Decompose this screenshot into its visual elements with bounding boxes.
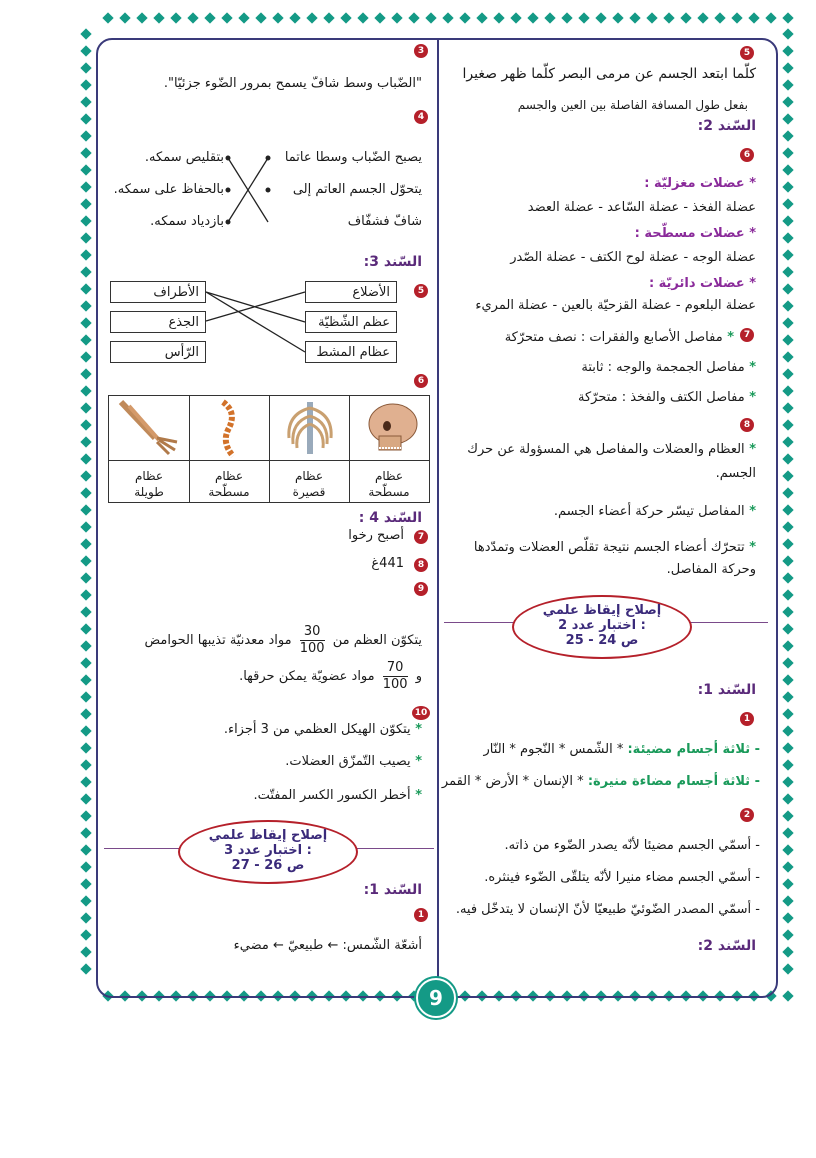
answer-text: الجسم.	[715, 466, 756, 481]
answer-text: بفعل طول المسافة الفاصلة بين العين والجسم	[517, 98, 748, 112]
match-item-right: يتحوّل الجسم العاتم إلى	[292, 182, 422, 197]
joint-item: * مفاصل الكتف والفخذ : متحرّكة	[577, 390, 756, 405]
bone-type-caption	[189, 468, 269, 500]
caption-line: قصيرة	[292, 485, 326, 499]
section-heading: السّند 2:	[697, 118, 756, 134]
question-number: 1	[740, 712, 754, 726]
bone-name-box: الأضلاع	[305, 281, 397, 303]
muscle-list: عضلة الفخذ - عضلة السّاعد - عضلة العضد	[527, 200, 756, 215]
question-number: 7	[740, 328, 754, 342]
answer-text: أصبح رخوا	[348, 528, 404, 543]
muscle-type-heading: * عضلات دائريّة :	[648, 276, 756, 291]
caption-line: مسطّحة	[208, 485, 250, 499]
question-number: 7	[414, 530, 428, 544]
caption-line: عظام	[134, 469, 164, 483]
joint-item: * مفاصل الجمجمة والوجه : ثابتة	[581, 360, 756, 375]
answer-text: "الضّباب وسط شافّ يسمح بمرور الضّوء جزئيّا".	[163, 76, 422, 91]
bone-name-box: عظم الشّظيّة	[305, 311, 397, 333]
question-number: 5	[414, 284, 428, 298]
question-number: 6	[414, 374, 428, 388]
question-number: 1	[414, 908, 428, 922]
answer-text: * العظام والعضلات والمفاصل هي المسؤولة عن حرك	[467, 442, 756, 457]
skull-image	[359, 398, 425, 458]
answer-item: * يصيب التّمزّق العضلات.	[285, 754, 422, 769]
section-heading: السّند 1:	[363, 882, 422, 898]
question-number: 4	[414, 110, 428, 124]
answer-text: * تتحرّك أعضاء الجسم نتيجة تقلّص العضلات وتمدّدها	[473, 540, 756, 555]
answer-line: - أسمّي الجسم مضيئا لأنّه يصدر الضّوء من ذاته.	[504, 838, 760, 853]
bones-table	[108, 395, 430, 503]
match-item-right: شافّ فشفّاف	[347, 214, 422, 229]
caption-line: عظام	[214, 469, 244, 483]
question-number: 8	[414, 558, 428, 572]
question-number: 3	[414, 44, 428, 58]
section-heading: السّند 4 :	[358, 510, 422, 526]
muscle-type-heading: * عضلات مسطّحة :	[634, 226, 756, 241]
correction-title-badge: إصلاح إيقاظ علمي اختبار عدد 2 : ص 24 - 25	[512, 595, 692, 659]
question-number: 6	[740, 148, 754, 162]
answer-line: - ثلاثة أجسام مضاءة منيرة: * الإنسان * الأرض * القمر	[441, 774, 760, 789]
question-number: 2	[740, 808, 754, 822]
muscle-type-heading: * عضلات مغزليّة :	[644, 176, 756, 191]
answer-text: كلّما ابتعد الجسم عن مرمى البصر كلّما ظهر صغيرا	[462, 66, 756, 82]
question-number: 10	[412, 706, 430, 720]
body-part-box: الجذع	[110, 311, 206, 333]
fraction-line: و $\frac{70}{100}$ مواد عضويّة يمكن حرقها.	[239, 660, 422, 692]
arm-bones-image	[115, 398, 185, 458]
answer-item: * يتكوّن الهيكل العظمي من 3 أجزاء.	[223, 722, 422, 737]
answer-item: * أخطر الكسور الكسر المفتّت.	[253, 788, 422, 803]
bone-type-caption	[269, 468, 349, 500]
section-heading: السّند 3:	[363, 254, 422, 270]
caption-line: طويلة	[134, 485, 164, 499]
section-heading: السّند 1:	[697, 682, 756, 698]
question-number: 8	[740, 418, 754, 432]
bone-type-caption	[349, 468, 429, 500]
muscle-list: عضلة البلعوم - عضلة القزحيّة بالعين - عضلة المريء	[475, 298, 756, 313]
match-item-left: بتقليص سمكه.	[144, 150, 224, 165]
answer-text: أشعّة الشّمس: ← طبيعيّ ← مضيء	[233, 938, 422, 953]
spine-image	[197, 398, 263, 458]
question-number: 5	[740, 46, 754, 60]
answer-line: - أسمّي المصدر الضّوئيّ طبيعيّا لأنّ الإنسان لا يتدخّل فيه.	[455, 902, 760, 917]
answer-line: - أسمّي الجسم مضاء منيرا لأنّه يتلقّى الضّوء فينثره.	[484, 870, 760, 885]
match-item-left: بالحفاظ على سمكه.	[113, 182, 224, 197]
correction-title-badge: إصلاح إيقاظ علمي اختبار عدد 3 : ص 26 - 27	[178, 820, 358, 884]
bone-name-box: عظام المشط	[305, 341, 397, 363]
answer-line: - ثلاثة أجسام مضيئة: * الشّمس * النّجوم * النّار	[483, 742, 760, 757]
caption-line: عظام	[374, 469, 404, 483]
page-number: 9	[416, 978, 456, 1018]
answer-text: * المفاصل تيسّر حركة أعضاء الجسم.	[553, 504, 756, 519]
body-part-box: الرّأس	[110, 341, 206, 363]
match-item-right: يصبح الضّباب وسطا عاتما	[284, 150, 422, 165]
section-heading: السّند 2:	[697, 938, 756, 954]
separator-line	[354, 848, 434, 849]
body-part-box: الأطراف	[110, 281, 206, 303]
answer-text: وحركة المفاصل.	[666, 562, 756, 577]
joint-item: * مفاصل الأصابع والفقرات : نصف متحرّكة	[504, 330, 734, 345]
fraction-line: يتكوّن العظم من $\frac{30}{100}$ مواد معدنيّة تذيبها الحوامض	[144, 624, 422, 656]
ribcage-image	[277, 398, 343, 458]
muscle-list: عضلة الوجه - عضلة لوح الكتف - عضلة الصّدر	[510, 250, 756, 265]
bone-type-caption	[109, 468, 189, 500]
separator-line	[104, 848, 180, 849]
caption-line: عظام	[294, 469, 324, 483]
match-item-left: بازدياد سمكه.	[150, 214, 224, 229]
answer-text: 441غ	[371, 556, 404, 571]
question-number: 9	[414, 582, 428, 596]
caption-line: مسطّحة	[368, 485, 410, 499]
